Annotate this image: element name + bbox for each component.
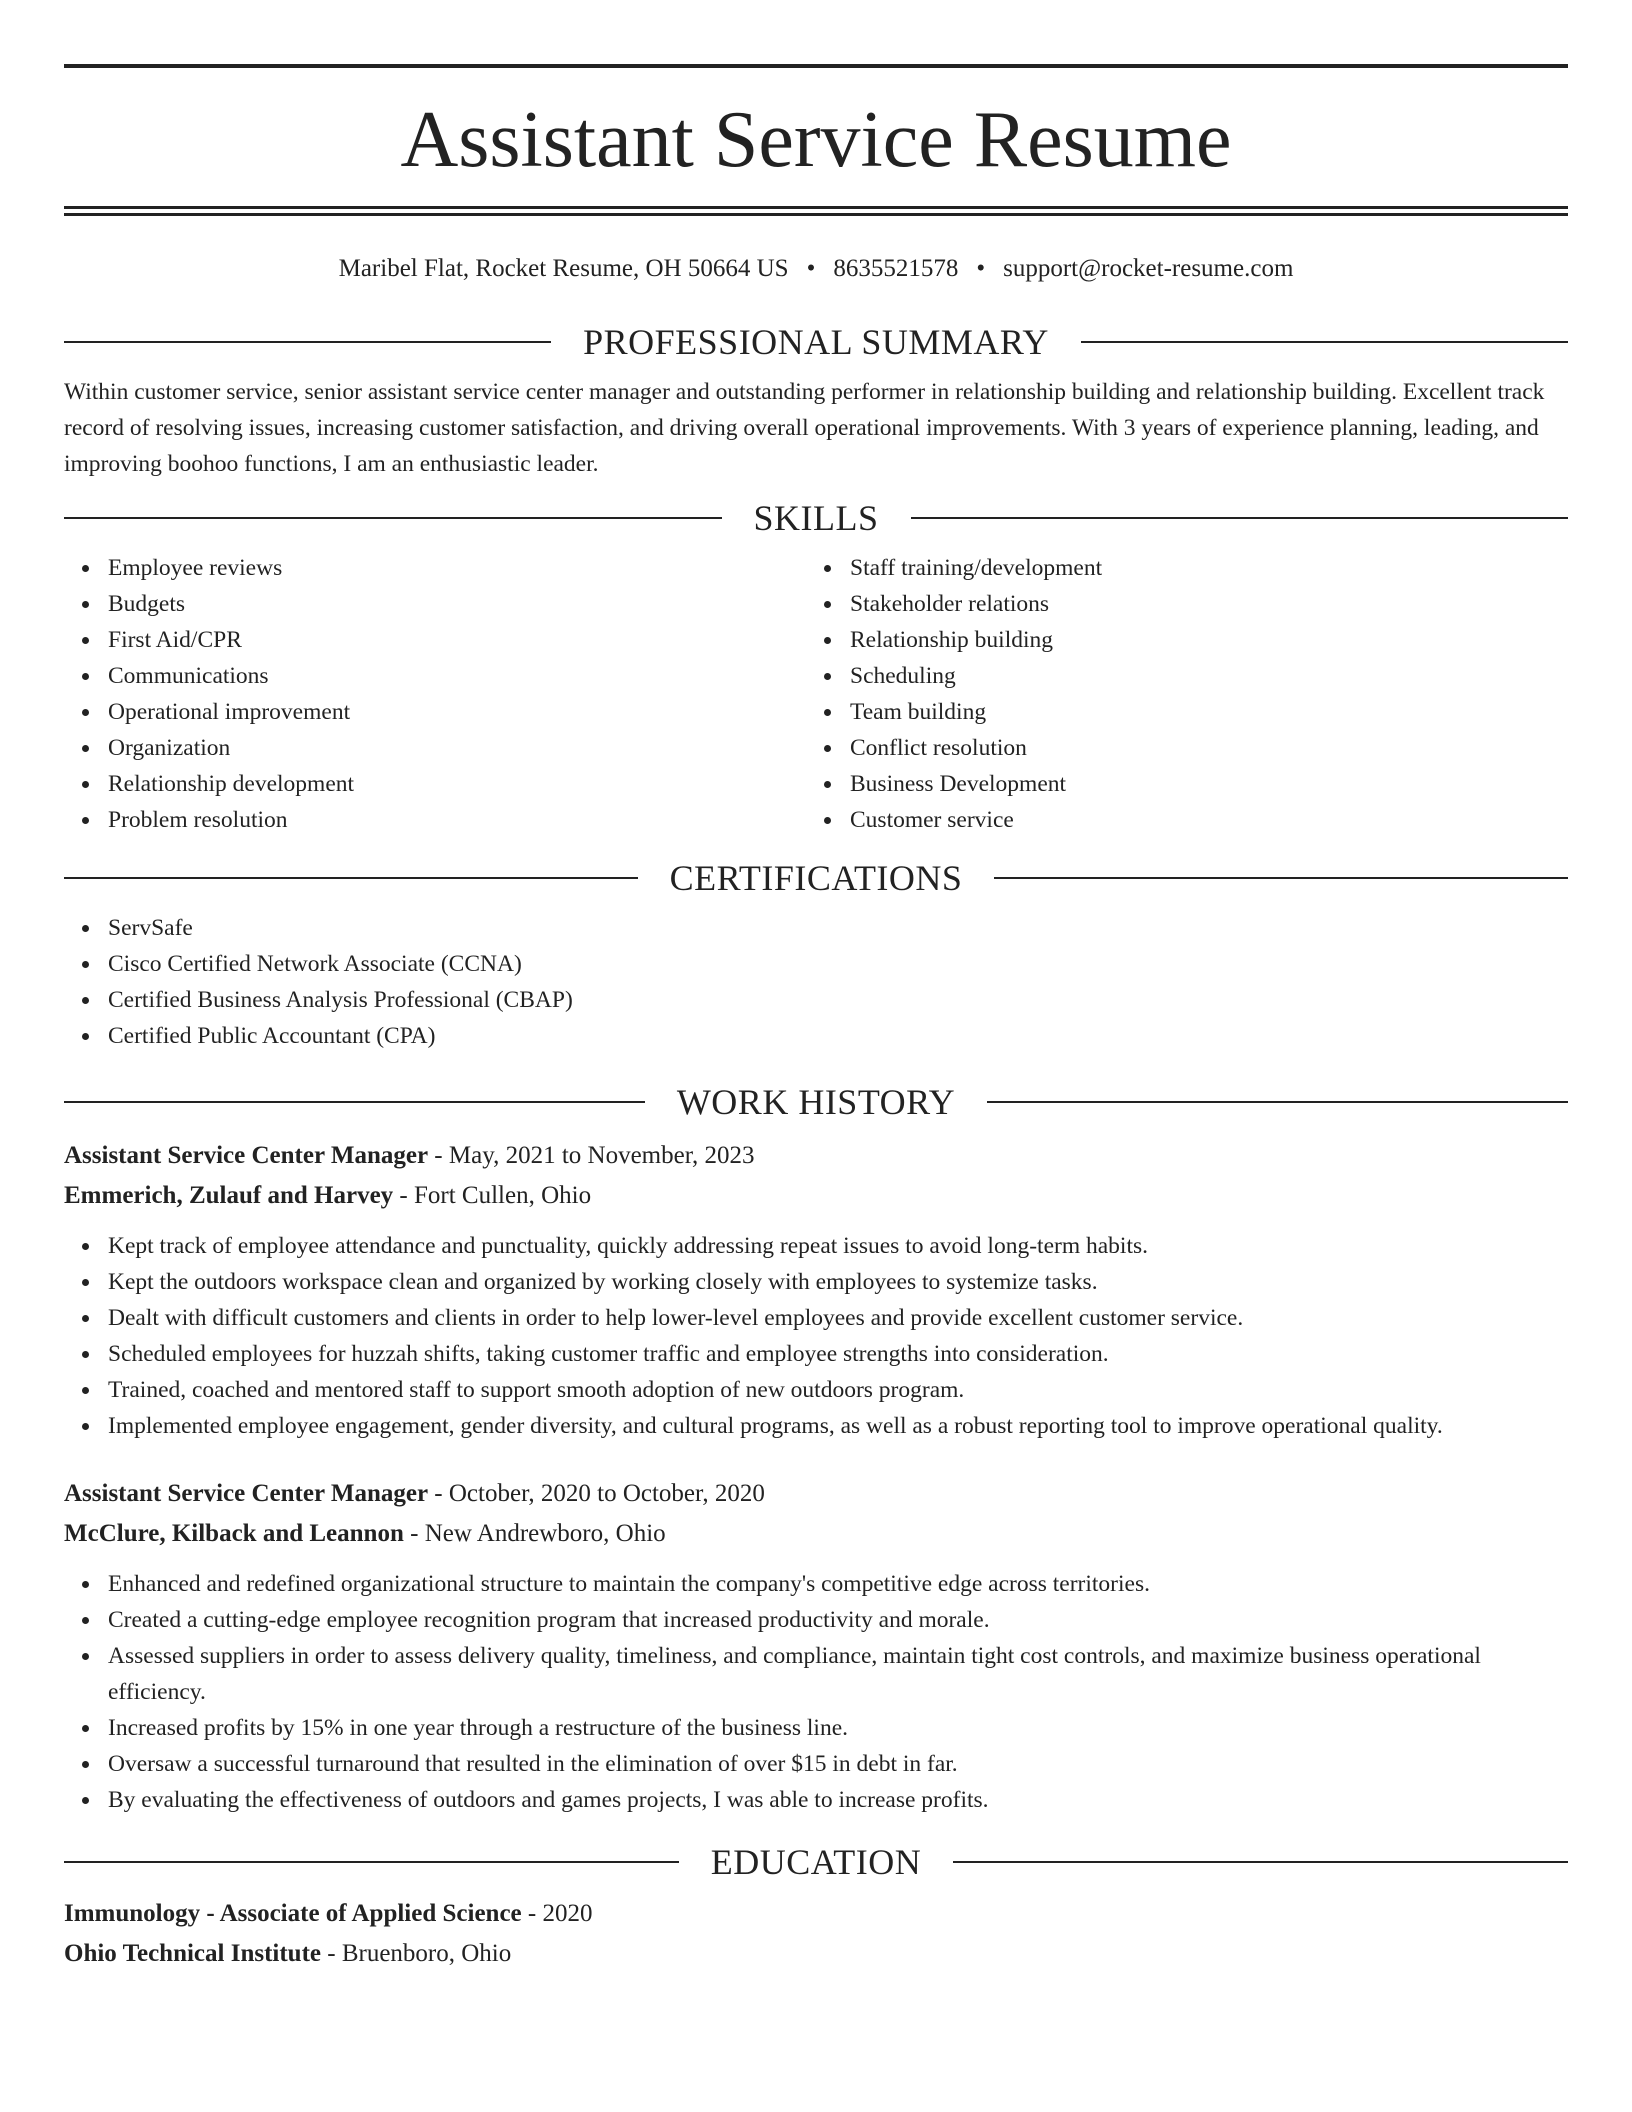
- list-item: Kept the outdoors workspace clean and organized by working closely with employees to systemize tasks.: [108, 1264, 1568, 1300]
- top-rule: [64, 64, 1568, 68]
- job-company: Emmerich, Zulauf and Harvey: [64, 1182, 394, 1209]
- list-item: Staff training/development: [850, 550, 1548, 586]
- job-company-line: Emmerich, Zulauf and Harvey - Fort Cullen, Ohio: [64, 1182, 592, 1209]
- section-title: PROFESSIONAL SUMMARY: [583, 322, 1049, 362]
- section-header-education: [64, 1840, 1568, 1884]
- divider-line: [64, 1101, 645, 1103]
- skills-grid: [64, 550, 1568, 838]
- list-item: Enhanced and redefined organizational structure to maintain the company's competitive edge across territories.: [108, 1566, 1568, 1602]
- list-item: Operational improvement: [108, 694, 806, 730]
- job-entry: [64, 1136, 1568, 1444]
- education-entry: [64, 1894, 1568, 1974]
- divider-line: [64, 1861, 679, 1863]
- list-item: ServSafe: [108, 910, 1568, 946]
- list-item: Trained, coached and mentored staff to support smooth adoption of new outdoors program.: [108, 1372, 1568, 1408]
- education-degree-line: Immunology - Associate of Applied Science - 2020: [64, 1900, 593, 1927]
- job-title: Assistant Service Center Manager: [64, 1480, 429, 1507]
- job-title-line: Assistant Service Center Manager - October, 2020 to October, 2020: [64, 1480, 765, 1507]
- list-item: Communications: [108, 658, 806, 694]
- divider-line: [1081, 341, 1568, 343]
- contact-email: support@rocket-resume.com: [1003, 255, 1294, 282]
- list-item: Scheduled employees for huzzah shifts, taking customer traffic and employee strengths into consideration.: [108, 1336, 1568, 1372]
- job-location: Fort Cullen, Ohio: [414, 1182, 592, 1209]
- section-title: WORK HISTORY: [676, 1082, 956, 1122]
- divider-line: [911, 517, 1569, 519]
- list-item: Relationship building: [850, 622, 1548, 658]
- title-double-rule: [64, 206, 1568, 216]
- job-bullets: [64, 1566, 1568, 1818]
- divider-line: [953, 1861, 1568, 1863]
- job-title: Assistant Service Center Manager: [64, 1142, 429, 1169]
- contact-line: [64, 254, 1568, 284]
- certifications-list: [64, 910, 1568, 1054]
- divider-line: [987, 1101, 1568, 1103]
- list-item: Relationship development: [108, 766, 806, 802]
- summary-text: Within customer service, senior assistant service center manager and outstanding performer in relationship building and relationship building. Excellent track record of resolving issues, increasing customer satisfaction, and driving overall operational improvements. With 3 years of experience planning, leading, and improving boohoo functions, I am an enthusiastic leader.: [64, 379, 1545, 477]
- section-title: EDUCATION: [710, 1842, 922, 1882]
- education-degree: Immunology - Associate of Applied Science: [64, 1900, 522, 1927]
- list-item: Budgets: [108, 586, 806, 622]
- contact-separator: •: [976, 255, 986, 282]
- job-dates: May, 2021 to November, 2023: [448, 1142, 755, 1169]
- divider-line: [64, 341, 551, 343]
- list-item: Cisco Certified Network Associate (CCNA): [108, 946, 1568, 982]
- list-item: Created a cutting-edge employee recognition program that increased productivity and morale.: [108, 1602, 1568, 1638]
- job-entry: [64, 1474, 1568, 1818]
- section-header-summary: [64, 320, 1568, 364]
- education-location: Bruenboro, Ohio: [341, 1940, 512, 1967]
- job-company: McClure, Kilback and Leannon: [64, 1520, 404, 1547]
- list-item: Implemented employee engagement, gender diversity, and cultural programs, as well as a robust reporting tool to improve operational quality.: [108, 1408, 1568, 1444]
- list-item: Customer service: [850, 802, 1548, 838]
- list-item: Certified Business Analysis Professional (CBAP): [108, 982, 1568, 1018]
- job-company-line: McClure, Kilback and Leannon - New Andrewboro, Ohio: [64, 1520, 666, 1547]
- divider-line: [994, 877, 1568, 879]
- resume-page: [64, 64, 1568, 1974]
- list-item: Assessed suppliers in order to assess delivery quality, timeliness, and compliance, maintain tight cost controls, and maximize business operational efficiency.: [108, 1638, 1568, 1710]
- job-title-line: Assistant Service Center Manager - May, 2021 to November, 2023: [64, 1142, 755, 1169]
- contact-separator: •: [806, 255, 816, 282]
- list-item: Team building: [850, 694, 1548, 730]
- list-item: Problem resolution: [108, 802, 806, 838]
- education-school-line: Ohio Technical Institute - Bruenboro, Ohio: [64, 1940, 512, 1967]
- section-header-certifications: [64, 856, 1568, 900]
- list-item: Oversaw a successful turnaround that resulted in the elimination of over $15 in debt in far.: [108, 1746, 1568, 1782]
- list-item: By evaluating the effectiveness of outdoors and games projects, I was able to increase profits.: [108, 1782, 1568, 1818]
- job-bullets: [64, 1228, 1568, 1444]
- list-item: Increased profits by 15% in one year through a restructure of the business line.: [108, 1710, 1568, 1746]
- skills-column-left: [64, 550, 806, 838]
- resume-title: Assistant Service Resume: [400, 96, 1232, 184]
- list-item: Business Development: [850, 766, 1548, 802]
- list-item: Employee reviews: [108, 550, 806, 586]
- list-item: Scheduling: [850, 658, 1548, 694]
- contact-address: Maribel Flat, Rocket Resume, OH 50664 US: [338, 255, 789, 282]
- list-item: Stakeholder relations: [850, 586, 1548, 622]
- skills-list-right: [806, 550, 1548, 838]
- divider-line: [64, 517, 722, 519]
- job-dates: October, 2020 to October, 2020: [448, 1480, 765, 1507]
- contact-phone: 8635521578: [833, 255, 959, 282]
- section-header-skills: [64, 496, 1568, 540]
- divider-line: [64, 877, 638, 879]
- education-school: Ohio Technical Institute: [64, 1940, 321, 1967]
- section-title: SKILLS: [753, 498, 879, 538]
- skills-column-right: [806, 550, 1548, 838]
- list-item: Kept track of employee attendance and punctuality, quickly addressing repeat issues to avoid long-term habits.: [108, 1228, 1568, 1264]
- job-location: New Andrewboro, Ohio: [424, 1520, 666, 1547]
- list-item: Conflict resolution: [850, 730, 1548, 766]
- section-title: CERTIFICATIONS: [669, 858, 963, 898]
- skills-list-left: [64, 550, 806, 838]
- section-header-work-history: [64, 1080, 1568, 1124]
- list-item: Certified Public Accountant (CPA): [108, 1018, 1568, 1054]
- list-item: First Aid/CPR: [108, 622, 806, 658]
- education-year: 2020: [542, 1900, 593, 1927]
- list-item: Dealt with difficult customers and clients in order to help lower-level employees and provide excellent customer service.: [108, 1300, 1568, 1336]
- list-item: Organization: [108, 730, 806, 766]
